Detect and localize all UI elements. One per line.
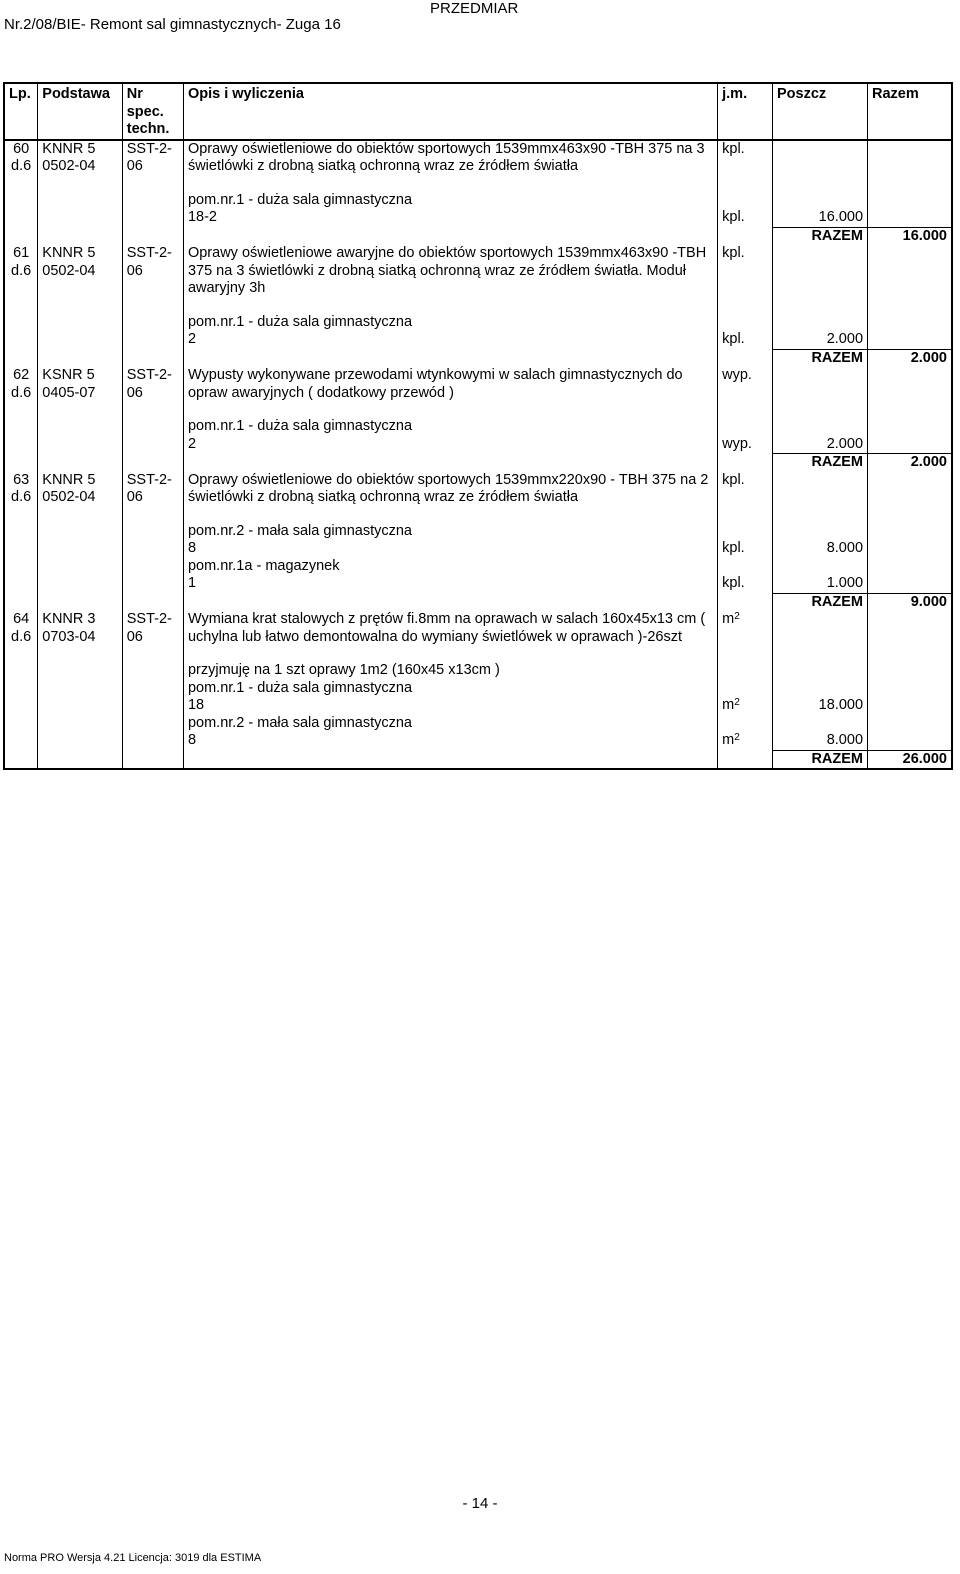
spacer-cell (38, 402, 122, 418)
razem-empty (122, 750, 183, 769)
calc-empty (868, 697, 952, 715)
spacer-cell (868, 507, 952, 523)
spacer-cell (38, 646, 122, 662)
calc-empty (4, 209, 38, 227)
item-poszcz-empty (773, 611, 868, 646)
calc-empty (868, 418, 952, 436)
item-jm: wyp. (718, 367, 773, 402)
item-poszcz-empty (773, 245, 868, 298)
calc-row (4, 331, 952, 349)
calc-value (773, 715, 868, 733)
spacer-cell (122, 646, 183, 662)
razem-empty (38, 750, 122, 769)
col-header-poszcz: Poszcz (773, 83, 868, 140)
spacer-row (4, 402, 952, 418)
calc-row (4, 540, 952, 558)
razem-row (4, 454, 952, 472)
calc-empty (38, 558, 122, 576)
calc-text: pom.nr.1 - duża sala gimnastyczna (183, 192, 717, 210)
calc-empty (868, 715, 952, 733)
spacer-cell (38, 507, 122, 523)
spacer-cell (183, 298, 717, 314)
calc-empty (122, 418, 183, 436)
item-razem-empty (868, 472, 952, 507)
calc-value (773, 558, 868, 576)
razem-empty (718, 227, 773, 245)
razem-empty (122, 454, 183, 472)
item-podstawa: KNNR 5 0502-04 (38, 140, 122, 176)
calc-row (4, 662, 952, 680)
calc-value (773, 192, 868, 210)
razem-label: RAZEM (773, 750, 868, 769)
calc-empty (122, 662, 183, 680)
razem-row (4, 750, 952, 769)
calc-empty (868, 540, 952, 558)
item-lp: 61 d.6 (4, 245, 38, 298)
document-reference: Nr.2/08/BIE- Remont sal gimnastycznych- Zuga 16 (4, 16, 341, 33)
item-podstawa: KSNR 5 0405-07 (38, 367, 122, 402)
item-lp: 60 d.6 (4, 140, 38, 176)
item-jm: kpl. (718, 472, 773, 507)
calc-jm: wyp. (718, 436, 773, 454)
item-nr-spec: SST-2-06 (122, 140, 183, 176)
calc-empty (38, 732, 122, 750)
calc-text: pom.nr.2 - mała sala gimnastyczna (183, 523, 717, 541)
calc-value: 8.000 (773, 732, 868, 750)
calc-row (4, 680, 952, 698)
spacer-cell (868, 646, 952, 662)
calc-empty (38, 540, 122, 558)
item-opis: Oprawy oświetleniowe awaryjne do obiektów sportowych 1539mmx463x90 -TBH 375 na 3 świetlówki z drobną siatką ochronną wraz ze źródłem światła. Moduł awaryjny 3h (183, 245, 717, 298)
calc-jm: $m^2$ (718, 732, 773, 750)
calc-text: pom.nr.1 - duża sala gimnastyczna (183, 418, 717, 436)
calc-empty (38, 662, 122, 680)
spacer-cell (38, 176, 122, 192)
razem-value: 2.000 (868, 454, 952, 472)
item-podstawa: KNNR 3 0703-04 (38, 611, 122, 646)
spacer-cell (122, 507, 183, 523)
spacer-cell (4, 507, 38, 523)
calc-empty (868, 680, 952, 698)
item-podstawa: KNNR 5 0502-04 (38, 245, 122, 298)
razem-empty (38, 593, 122, 611)
razem-empty (183, 349, 717, 367)
calc-empty (4, 523, 38, 541)
spacer-cell (773, 402, 868, 418)
spacer-cell (183, 176, 717, 192)
calc-empty (122, 192, 183, 210)
razem-row (4, 227, 952, 245)
calc-row (4, 575, 952, 593)
calc-empty (868, 732, 952, 750)
spacer-cell (122, 176, 183, 192)
calc-empty (122, 540, 183, 558)
calc-empty (4, 418, 38, 436)
calc-value (773, 523, 868, 541)
calc-empty (38, 680, 122, 698)
spacer-cell (4, 298, 38, 314)
calc-empty (38, 575, 122, 593)
calc-text: 18-2 (183, 209, 717, 227)
calc-empty (122, 680, 183, 698)
calc-empty (868, 558, 952, 576)
item-row (4, 245, 952, 298)
item-jm: $m^2$ (718, 611, 773, 646)
calc-empty (4, 662, 38, 680)
calc-row (4, 314, 952, 332)
razem-empty (38, 227, 122, 245)
razem-label: RAZEM (773, 454, 868, 472)
calc-empty (4, 697, 38, 715)
calc-value: 18.000 (773, 697, 868, 715)
calc-empty (122, 732, 183, 750)
calc-jm: kpl. (718, 209, 773, 227)
item-poszcz-empty (773, 140, 868, 176)
spacer-row (4, 176, 952, 192)
razem-empty (4, 454, 38, 472)
calc-value (773, 418, 868, 436)
col-header-jm: j.m. (718, 83, 773, 140)
item-podstawa: KNNR 5 0502-04 (38, 472, 122, 507)
calc-text: pom.nr.1 - duża sala gimnastyczna (183, 314, 717, 332)
razem-empty (122, 349, 183, 367)
item-row (4, 611, 952, 646)
calc-text: 8 (183, 732, 717, 750)
razem-empty (183, 750, 717, 769)
calc-empty (4, 192, 38, 210)
calc-row (4, 732, 952, 750)
calc-jm: $m^2$ (718, 697, 773, 715)
spacer-cell (718, 646, 773, 662)
spacer-cell (773, 646, 868, 662)
calc-empty (4, 715, 38, 733)
calc-value (773, 680, 868, 698)
calc-value: 2.000 (773, 331, 868, 349)
calc-empty (122, 331, 183, 349)
item-row (4, 472, 952, 507)
spacer-cell (718, 507, 773, 523)
calc-empty (4, 680, 38, 698)
calc-empty (4, 436, 38, 454)
item-razem-empty (868, 140, 952, 176)
calc-empty (4, 314, 38, 332)
calc-value: 1.000 (773, 575, 868, 593)
calc-jm: kpl. (718, 540, 773, 558)
item-razem-empty (868, 367, 952, 402)
calc-empty (38, 314, 122, 332)
razem-empty (183, 454, 717, 472)
calc-text: 2 (183, 331, 717, 349)
calc-text: pom.nr.1a - magazynek (183, 558, 717, 576)
document-title: PRZEDMIAR (430, 0, 519, 17)
calc-row (4, 558, 952, 576)
col-header-podstawa: Podstawa (38, 83, 122, 140)
page-number: - 14 - (462, 1495, 498, 1512)
calc-empty (38, 418, 122, 436)
razem-value: 2.000 (868, 349, 952, 367)
razem-row (4, 349, 952, 367)
razem-empty (718, 593, 773, 611)
calc-text: pom.nr.1 - duża sala gimnastyczna (183, 680, 717, 698)
calc-row (4, 715, 952, 733)
calc-jm: kpl. (718, 575, 773, 593)
software-license-note: Norma PRO Wersja 4.21 Licencja: 3019 dla ESTIMA (4, 1552, 262, 1564)
calc-jm (718, 523, 773, 541)
calc-empty (38, 715, 122, 733)
spacer-cell (183, 646, 717, 662)
spacer-cell (773, 298, 868, 314)
item-lp: 64 d.6 (4, 611, 38, 646)
calc-empty (868, 662, 952, 680)
calc-empty (122, 523, 183, 541)
item-razem-empty (868, 245, 952, 298)
calc-jm: kpl. (718, 331, 773, 349)
spacer-cell (4, 646, 38, 662)
razem-empty (718, 349, 773, 367)
calc-empty (868, 331, 952, 349)
razem-value: 16.000 (868, 227, 952, 245)
calc-text: pom.nr.2 - mała sala gimnastyczna (183, 715, 717, 733)
item-nr-spec: SST-2-06 (122, 472, 183, 507)
item-opis: Oprawy oświetleniowe do obiektów sportowych 1539mmx463x90 -TBH 375 na 3 świetlówki z drobną siatką ochronną wraz ze źródłem światła (183, 140, 717, 176)
spacer-cell (718, 176, 773, 192)
calc-row (4, 192, 952, 210)
item-lp: 63 d.6 (4, 472, 38, 507)
calc-empty (122, 575, 183, 593)
spacer-cell (718, 298, 773, 314)
calc-text: przyjmuję na 1 szt oprawy 1m2 (160x45 x13cm ) (183, 662, 717, 680)
razem-empty (38, 454, 122, 472)
calc-empty (38, 523, 122, 541)
col-header-opis: Opis i wyliczenia (183, 83, 717, 140)
spacer-cell (122, 402, 183, 418)
calc-text: 18 (183, 697, 717, 715)
calc-empty (122, 436, 183, 454)
spacer-row (4, 298, 952, 314)
spacer-cell (38, 298, 122, 314)
item-row (4, 140, 952, 176)
item-opis: Wymiana krat stalowych z prętów fi.8mm na oprawach w salach 160x45x13 cm ( uchylna lub łatwo demontowalna do wymiany świetlówek w oprawach )-26szt (183, 611, 717, 646)
calc-value (773, 314, 868, 332)
spacer-cell (773, 176, 868, 192)
razem-value: 9.000 (868, 593, 952, 611)
item-razem-empty (868, 611, 952, 646)
calc-text: 1 (183, 575, 717, 593)
razem-empty (122, 593, 183, 611)
calc-text: 2 (183, 436, 717, 454)
razem-label: RAZEM (773, 227, 868, 245)
calc-value: 2.000 (773, 436, 868, 454)
estimate-table (3, 82, 953, 770)
calc-empty (38, 697, 122, 715)
razem-empty (38, 349, 122, 367)
calc-jm (718, 558, 773, 576)
item-jm: kpl. (718, 140, 773, 176)
razem-value: 26.000 (868, 750, 952, 769)
spacer-cell (4, 176, 38, 192)
spacer-cell (183, 402, 717, 418)
calc-jm (718, 192, 773, 210)
spacer-cell (122, 298, 183, 314)
calc-jm (718, 680, 773, 698)
spacer-cell (773, 507, 868, 523)
item-opis: Oprawy oświetleniowe do obiektów sportowych 1539mmx220x90 - TBH 375 na 2 świetlówki z drobną siatką ochronną wraz ze źródłem światła (183, 472, 717, 507)
calc-empty (122, 314, 183, 332)
calc-empty (4, 575, 38, 593)
calc-row (4, 697, 952, 715)
item-nr-spec: SST-2-06 (122, 245, 183, 298)
calc-empty (4, 540, 38, 558)
calc-empty (38, 209, 122, 227)
spacer-cell (868, 402, 952, 418)
spacer-cell (183, 507, 717, 523)
calc-empty (122, 558, 183, 576)
calc-empty (4, 732, 38, 750)
item-jm: kpl. (718, 245, 773, 298)
razem-label: RAZEM (773, 349, 868, 367)
razem-empty (4, 227, 38, 245)
razem-row (4, 593, 952, 611)
calc-text: 8 (183, 540, 717, 558)
razem-empty (183, 227, 717, 245)
razem-empty (718, 454, 773, 472)
col-header-razem: Razem (868, 83, 952, 140)
calc-empty (122, 715, 183, 733)
calc-value (773, 662, 868, 680)
calc-value: 16.000 (773, 209, 868, 227)
table-header-row (4, 83, 952, 140)
spacer-cell (868, 298, 952, 314)
item-poszcz-empty (773, 367, 868, 402)
calc-empty (868, 575, 952, 593)
calc-jm (718, 418, 773, 436)
calc-empty (4, 331, 38, 349)
calc-empty (868, 192, 952, 210)
calc-jm (718, 314, 773, 332)
spacer-cell (718, 402, 773, 418)
calc-empty (122, 697, 183, 715)
razem-label: RAZEM (773, 593, 868, 611)
item-poszcz-empty (773, 472, 868, 507)
razem-empty (183, 593, 717, 611)
calc-empty (868, 209, 952, 227)
item-nr-spec: SST-2-06 (122, 367, 183, 402)
col-header-lp: Lp. (4, 83, 38, 140)
spacer-cell (868, 176, 952, 192)
calc-jm (718, 715, 773, 733)
calc-row (4, 436, 952, 454)
calc-row (4, 209, 952, 227)
spacer-cell (4, 402, 38, 418)
calc-empty (38, 192, 122, 210)
razem-empty (4, 593, 38, 611)
item-lp: 62 d.6 (4, 367, 38, 402)
item-opis: Wypusty wykonywane przewodami wtynkowymi w salach gimnastycznych do opraw awaryjnych ( dodatkowy przewód ) (183, 367, 717, 402)
calc-empty (38, 436, 122, 454)
calc-jm (718, 662, 773, 680)
calc-row (4, 418, 952, 436)
calc-empty (122, 209, 183, 227)
item-row (4, 367, 952, 402)
calc-row (4, 523, 952, 541)
col-header-nr-spec: Nr spec. techn. (122, 83, 183, 140)
calc-value: 8.000 (773, 540, 868, 558)
razem-empty (4, 750, 38, 769)
spacer-row (4, 646, 952, 662)
calc-empty (38, 331, 122, 349)
spacer-row (4, 507, 952, 523)
calc-empty (868, 314, 952, 332)
calc-empty (868, 436, 952, 454)
item-nr-spec: SST-2-06 (122, 611, 183, 646)
calc-empty (4, 558, 38, 576)
razem-empty (718, 750, 773, 769)
calc-empty (868, 523, 952, 541)
razem-empty (4, 349, 38, 367)
razem-empty (122, 227, 183, 245)
